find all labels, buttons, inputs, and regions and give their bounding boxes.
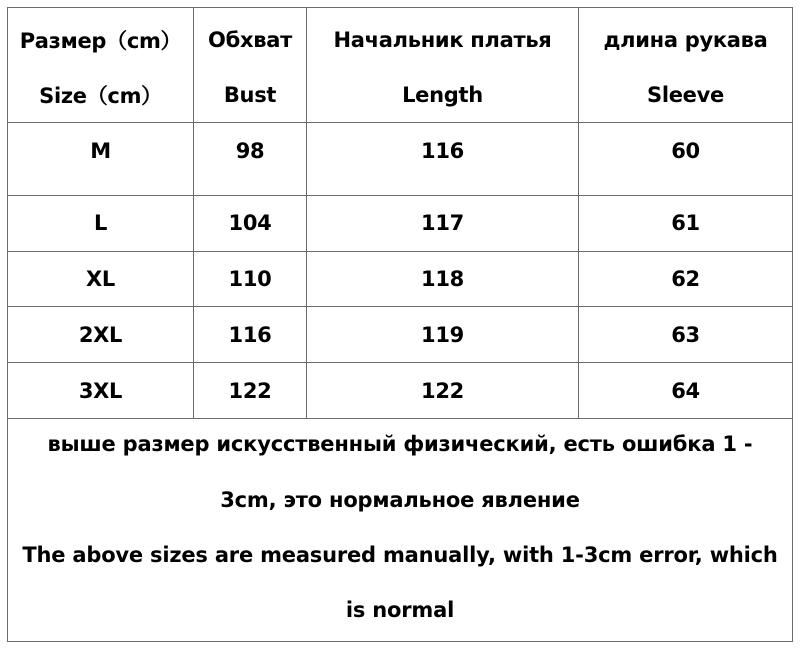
header-size-ru: Размер（cm） [19, 29, 182, 53]
note-en-line-1: The above sizes are measured manually, with 1-3cm error, which [22, 543, 778, 567]
header-sleeve-en: Sleeve [647, 83, 724, 107]
size-cell: XL [86, 267, 115, 291]
length-cell: 122 [421, 379, 464, 403]
bust-cell: 110 [228, 267, 272, 291]
row-divider [7, 251, 793, 252]
sleeve-cell: 60 [671, 139, 700, 163]
bust-cell: 116 [228, 323, 272, 347]
bust-cell: 122 [228, 379, 272, 403]
bust-cell: 98 [235, 139, 265, 163]
length-cell: 118 [421, 267, 464, 291]
sleeve-cell: 61 [671, 211, 700, 235]
sleeve-cell: 64 [671, 379, 700, 403]
header-length-en: Length [402, 83, 483, 107]
sleeve-cell: 62 [671, 267, 700, 291]
row-divider [7, 362, 793, 363]
note-en-line-2: is normal [345, 598, 455, 622]
header-bust-ru: Обхват [208, 28, 292, 52]
length-cell: 116 [421, 139, 464, 163]
bust-cell: 104 [228, 211, 272, 235]
size-cell: 3XL [78, 379, 123, 403]
header-sleeve-ru: длина рукава [603, 28, 768, 52]
sleeve-cell: 63 [671, 323, 700, 347]
size-cell: 2XL [78, 323, 123, 347]
size-cell: L [93, 211, 108, 235]
header-bust-en: Bust [223, 83, 277, 107]
row-divider [7, 122, 793, 123]
size-cell: M [90, 139, 111, 163]
note-ru-line-1: выше размер искусственный физический, есть ошибка 1 - [47, 432, 753, 456]
length-cell: 119 [421, 323, 464, 347]
header-length-ru: Начальник платья [333, 28, 552, 52]
row-divider [7, 418, 793, 419]
header-size-en: Size（cm） [39, 84, 162, 108]
length-cell: 117 [421, 211, 464, 235]
row-divider [7, 195, 793, 196]
note-ru-line-2: 3cm, это нормальное явление [220, 488, 580, 512]
row-divider [7, 306, 793, 307]
